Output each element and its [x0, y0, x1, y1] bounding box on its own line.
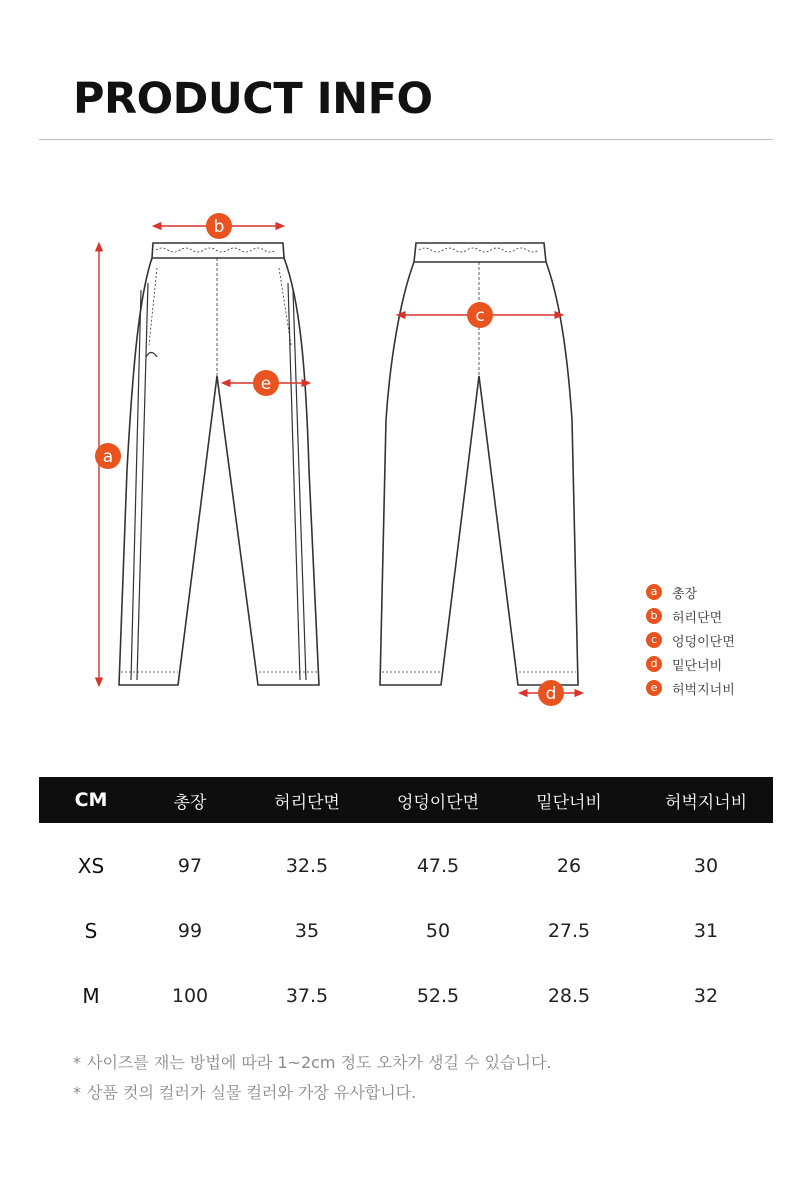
header-waist: 허리단면 [274, 792, 340, 813]
table-row [39, 833, 773, 898]
legend-marker: a [646, 584, 662, 600]
table-cell: 28.5 [547, 984, 591, 1007]
note-color [73, 1080, 552, 1110]
table-cell: 35 [294, 919, 320, 942]
legend-item [646, 628, 735, 652]
table-cell: 47.5 [416, 854, 460, 877]
page-title: PRODUCT INFO [73, 74, 433, 124]
legend-item [646, 604, 735, 628]
marker-e [253, 370, 279, 396]
table-cell: 31 [693, 919, 719, 942]
svg-text:d: d [545, 684, 557, 704]
legend-label: 밑단너비 [672, 658, 723, 674]
marker-b [206, 213, 232, 239]
marker-d [538, 680, 564, 706]
header-hip: 엉덩이단면 [396, 792, 480, 813]
table-cell: 37.5 [285, 984, 329, 1007]
legend-marker: e [646, 680, 662, 696]
legend-label: 엉덩이단면 [672, 634, 735, 650]
front-pants-drawing [119, 243, 319, 685]
header-total-length: 총장 [173, 792, 207, 813]
note-measurement-error [73, 1050, 552, 1080]
size-notes [73, 1050, 552, 1110]
table-cell: 99 [177, 919, 203, 942]
legend-label: 허벅지너비 [672, 682, 735, 698]
legend-item [646, 652, 735, 676]
legend-item [646, 580, 735, 604]
table-cell: 32.5 [285, 854, 329, 877]
table-cell: 27.5 [547, 919, 591, 942]
legend-marker: d [646, 656, 662, 672]
svg-text:a: a [102, 447, 114, 467]
legend-label: 허리단면 [672, 610, 723, 626]
marker-a [95, 443, 121, 469]
note-text: 상품 컷의 컬러가 실물 컬러와 가장 유사합니다. [87, 1083, 417, 1102]
table-cell: 30 [693, 854, 719, 877]
legend-marker: c [646, 632, 662, 648]
note-asterisk: * [73, 1083, 81, 1102]
title-divider [39, 139, 773, 140]
marker-c [467, 302, 493, 328]
header-hem: 밑단너비 [536, 792, 602, 813]
size-label: XS [77, 853, 105, 878]
table-row [39, 898, 773, 963]
legend-label: 총장 [672, 586, 698, 602]
svg-text:c: c [475, 306, 485, 326]
header-unit: CM [74, 789, 108, 811]
table-cell: 100 [171, 984, 209, 1007]
svg-text:b: b [213, 217, 225, 237]
legend-marker: b [646, 608, 662, 624]
table-cell: 26 [556, 854, 582, 877]
note-text: 사이즈를 재는 방법에 따라 1~2cm 정도 오차가 생길 수 있습니다. [87, 1053, 552, 1072]
table-cell: 97 [177, 854, 203, 877]
legend-item [646, 676, 735, 700]
note-asterisk: * [73, 1053, 81, 1072]
size-label: M [82, 983, 100, 1008]
table-cell: 52.5 [416, 984, 460, 1007]
table-cell: 32 [693, 984, 719, 1007]
table-row [39, 963, 773, 1028]
size-label: S [84, 918, 98, 943]
measurement-legend [646, 580, 735, 700]
size-table [39, 777, 773, 1028]
table-cell: 50 [425, 919, 451, 942]
header-thigh: 허벅지너비 [664, 792, 748, 813]
size-table-header [39, 777, 773, 823]
svg-text:e: e [260, 374, 272, 394]
